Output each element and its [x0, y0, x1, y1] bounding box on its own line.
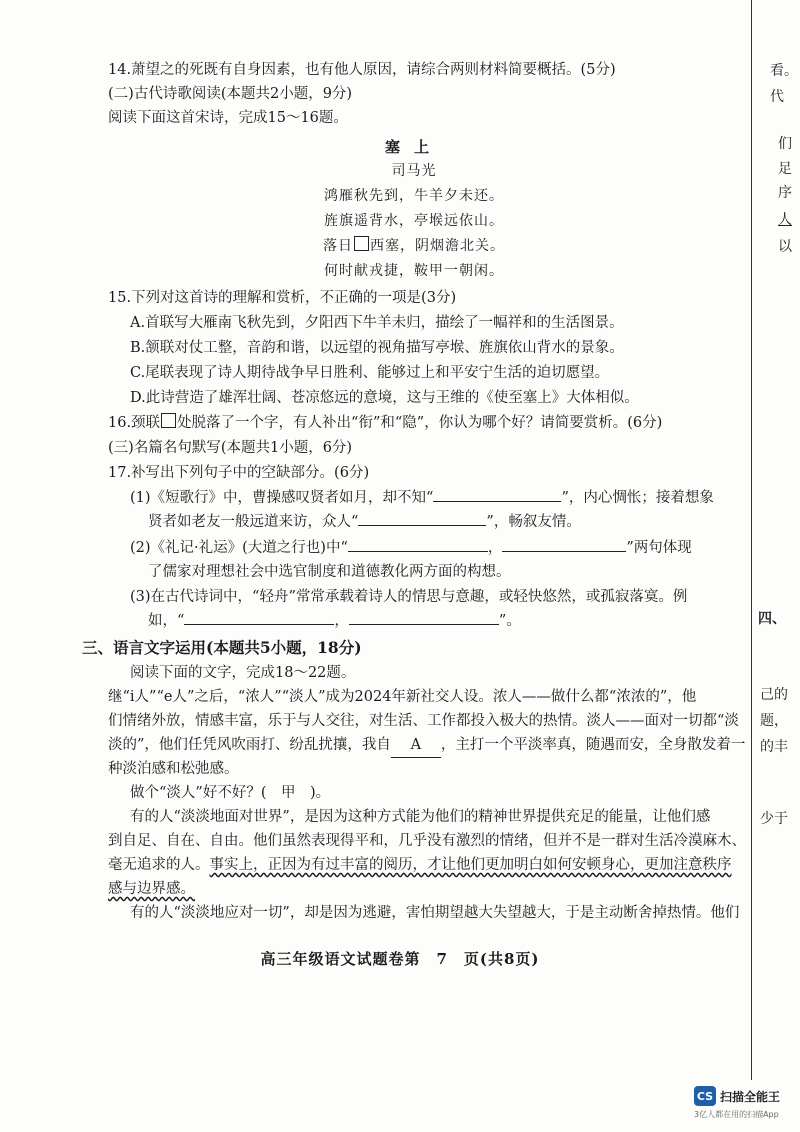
text: 贤者如老友一般远道来访，众人“ [148, 514, 359, 530]
next-page-fragment: 人 [778, 212, 792, 228]
question-16 [108, 411, 662, 435]
text: ”两句体现 [626, 540, 692, 556]
answer-blank-1[interactable] [433, 487, 561, 502]
next-page-fragment: 足 [778, 161, 792, 177]
passage-p3-line-3 [108, 853, 732, 877]
question-17-3-line-2 [148, 609, 521, 633]
scanner-tagline: 3亿人都在用的扫描App [694, 1110, 779, 1119]
poem-line-1: 鸿雁秋先到，牛羊夕未还。 [324, 188, 504, 204]
next-page-fragment: 题， [760, 713, 788, 729]
camscanner-logo-icon: CS [694, 1086, 716, 1106]
text: (2)《礼记·礼运》(大道之行也)中“ [130, 540, 348, 556]
question-15-option-b: B.颔联对仗工整，音韵和谐，以远望的视角描写亭堠、旌旗依山背水的景象。 [130, 340, 624, 356]
text: 淡的”，他们任凭风吹雨打、纷乱扰攘，我自 [108, 737, 391, 753]
poem-line-3-end: 西塞，阴烟澹北关。 [370, 238, 505, 254]
section-poetry-heading: (二)古代诗歌阅读(本题共2小题，9分) [108, 86, 353, 102]
scanner-app-name: 扫描全能王 [720, 1089, 781, 1104]
passage-p1-line-3 [108, 733, 745, 758]
scanner-watermark [694, 1086, 780, 1106]
question-17-3-line-1: (3)在古代诗词中，“轻舟”常常承载着诗人的情思与意趣，或轻快悠然，或孤寂落寞。例 [130, 589, 688, 605]
text: ，主打一个平淡率真，随遇而安，全身散发着一 [440, 737, 746, 753]
passage-p1-line-4: 种淡泊感和松弛感。 [108, 761, 239, 777]
question-15: 15.下列对这首诗的理解和赏析，不正确的一项是(3分) [108, 290, 457, 306]
passage-p3-line-2: 到自足、自在、自由。他们虽然表现得平和，几乎没有激烈的情绪，但并不是一群对生活冷漠麻木、 [108, 833, 746, 849]
text: ”，内心惆怅；接着想象 [561, 490, 714, 506]
question-15-option-a: A.首联写大雁南飞秋先到，夕阳西下牛羊未归，描绘了一幅祥和的生活图景。 [130, 315, 624, 331]
question-16-start: 16.颈联 [108, 415, 161, 431]
text: 如，“ [148, 613, 185, 629]
text: ， [334, 613, 349, 629]
text: ， [487, 540, 503, 556]
language-instructions: 阅读下面的文字，完成18～22题。 [130, 665, 356, 681]
text: ”。 [498, 613, 521, 629]
page-footer: 高三年级语文试题卷第 7 页(共8页) [260, 950, 540, 968]
question-17-1-line-1 [130, 486, 714, 510]
question-14: 14.萧望之的死既有自身因素，也有他人原因，请综合两则材料简要概括。(5分) [108, 62, 616, 78]
answer-blank-5[interactable] [184, 610, 334, 625]
poem-author: 司马光 [391, 163, 437, 179]
next-page-fragment: 们 [778, 136, 792, 152]
passage-p3-line-4: 感与边界感。 [108, 881, 195, 897]
question-16-end: 处脱落了一个字，有人补出“衔”和“隐”，你认为哪个好？请简要赏析。(6分) [177, 415, 663, 431]
text: 毫无追求的人。 [108, 857, 210, 873]
question-17-1-line-2 [148, 510, 581, 534]
poem-title: 塞上 [384, 138, 443, 156]
section-recitation-heading: (三)名篇名句默写(本题共1小题，6分) [108, 440, 353, 456]
missing-character-box [354, 236, 369, 251]
page-edge-divider [751, 0, 752, 1080]
underlined-sentence: 事实上，正因为有过丰富的阅历，才让他们更加明白如何安顿身心，更加注意秩序 [209, 857, 732, 873]
next-page-fragment: 己的 [760, 687, 788, 703]
next-page-fragment: 的丰 [760, 739, 788, 755]
next-page-fragment: 序 [778, 185, 792, 201]
blank-a[interactable]: A [391, 733, 441, 758]
question-17-2-line-1 [130, 536, 692, 560]
answer-blank-6[interactable] [349, 610, 499, 625]
passage-p1-line-1: 继“i人”“e人”之后，“浓人”“淡人”成为2024年新社交人设。浓人——做什么都“浓浓的”，他 [108, 689, 697, 705]
question-15-option-c: C.尾联表现了诗人期待战争早日胜利、能够过上和平安宁生活的迫切愿望。 [130, 365, 610, 381]
poem-line-4: 何时献戎捷，鞍甲一朝闲。 [324, 263, 504, 279]
text: (1)《短歌行》中，曹操感叹贤者如月，却不知“ [130, 490, 434, 506]
poetry-instructions: 阅读下面这首宋诗，完成15～16题。 [108, 110, 348, 126]
question-15-option-d: D.此诗营造了雄浑壮阔、苍凉悠远的意境，这与王维的《使至塞上》大体相似。 [130, 390, 639, 406]
answer-blank-4[interactable] [502, 537, 626, 552]
poem-line-3-start: 落日 [323, 238, 353, 254]
next-page-fragment: 少于 [760, 811, 788, 827]
next-page-fragment: 看。 [770, 63, 798, 79]
passage-p1-line-2: 们情绪外放，情感丰富，乐于与人交往，对生活、工作都投入极大的热情。淡人——面对一切都“淡 [108, 713, 739, 729]
next-page-fragment: 四、 [758, 611, 786, 627]
missing-character-box-ref [161, 413, 176, 428]
answer-blank-3[interactable] [348, 537, 488, 552]
answer-blank-2[interactable] [358, 511, 486, 526]
part-3-heading: 三、语言文字运用(本题共5小题，18分) [82, 638, 362, 657]
passage-p4-line-1: 有的人“淡淡地应对一切”，却是因为逃避，害怕期望越大失望越大，于是主动断舍掉热情。他们 [130, 905, 740, 921]
poem-line-2: 旌旗遥背水，亭堠远依山。 [324, 213, 504, 229]
passage-p2: 做个“淡人”好不好？( 甲 )。 [130, 785, 331, 801]
question-17-2-line-2: 了儒家对理想社会中选官制度和道德教化两方面的构想。 [148, 564, 511, 580]
passage-p3-line-1: 有的人“淡淡地面对世界”，是因为这种方式能为他们的精神世界提供充足的能量，让他们感 [130, 809, 711, 825]
text: ”，畅叙友情。 [486, 514, 581, 530]
next-page-fragment: 代 [770, 89, 784, 105]
poem-line-3 [108, 234, 720, 258]
next-page-fragment: 以 [778, 239, 792, 255]
question-17: 17.补写出下列句子中的空缺部分。(6分) [108, 465, 370, 481]
